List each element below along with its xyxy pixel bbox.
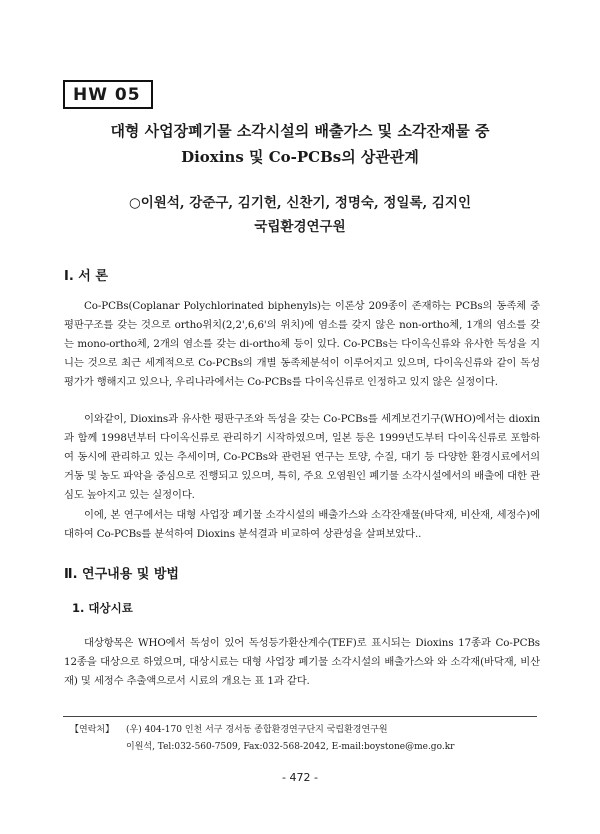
section-heading-methods: Ⅱ. 연구내용 및 방법 bbox=[64, 567, 179, 582]
session-code-badge: HW 05 bbox=[63, 80, 153, 109]
contact-spacer bbox=[70, 739, 126, 756]
subsection-heading-samples: 1. 대상시료 bbox=[72, 601, 133, 615]
intro-paragraph-2: 이와같이, Dioxins과 유사한 평판구조와 독성을 갖는 Co-PCBs를 세계보건기구(WHO)에서는 dioxin과 함께 1998년부터 다이옥신류로 관리하기 시작하였으며, 일본 등은 1999년도부터 다이옥신류로 포함하여 동시에 관리하고 있는 추세이며, Co-PCBs와 관련된 연구는 토양, 수질, 대기 등 다양한 환경시료에서의 거동 및 농도 파악을 중심으로 진행되고 있으며, 특히, 주요 오염원인 폐기물 소각시설에서의 배출에 대한 관심도 높아지고 있는 실정이다. bbox=[64, 413, 540, 501]
methods-paragraph: 대상항목은 WHO에서 독성이 있어 독성등가환산계수(TEF)로 표시되는 Dioxins 17종과 Co-PCBs 12종을 대상으로 하였으며, 대상시료는 대형 사업장 폐기물 소각시설의 배출가스와 와 소각재(바닥재, 비산재) 및 세정수 추출액으로서 시료의 개요는 표 1과 같다. bbox=[64, 637, 540, 687]
contact-label: 【연락처】 bbox=[70, 725, 115, 735]
affiliation: 국립환경연구원 bbox=[254, 219, 346, 235]
paper-title-line-2: Dioxins 및 Co-PCBs의 상관관계 bbox=[181, 148, 419, 166]
footnote-divider bbox=[63, 716, 537, 717]
intro-paragraph-1: Co-PCBs(Coplanar Polychlorinated biphenyls)는 이론상 209종이 존재하는 PCBs의 동족체 중 평판구조를 갖는 것으로 ortho위치(2,2',6,6'의 위치)에 염소를 갖지 않은 non-ortho체, 1개의 염소를 갖는 mono-ortho체, 2개의 염소를 갖는 di-ortho체 등이 있다. Co-PCBs는 다이옥신류와 유사한 독성을 지니는 것으로 최근 세계적으로 Co-PCBs의 개별 동족체분석이 이루어지고 있으며, 다이옥신류와 같이 독성평가가 행해지고 있으나, 우리나라에서는 Co-PCBs를 다이옥신류로 인정하고 있지 않은 실정이다. bbox=[64, 300, 540, 388]
intro-paragraph-3: 이에, 본 연구에서는 대형 사업장 폐기물 소각시설의 배출가스와 소각잔재물(바닥재, 비산재, 세정수)에 대하여 Co-PCBs를 분석하여 Dioxins 분석결과 비교하여 상관성을 살펴보았다.. bbox=[64, 509, 540, 540]
page-number: - 472 - bbox=[282, 771, 318, 784]
contact-address: (우) 404-170 인천 서구 경서동 종합환경연구단지 국립환경연구원 bbox=[126, 725, 388, 735]
section-heading-introduction: Ⅰ. 서 론 bbox=[64, 269, 108, 284]
contact-info bbox=[70, 722, 454, 756]
author-list: ○이원석, 강준구, 김기헌, 신찬기, 정명숙, 정일록, 김지인 bbox=[128, 195, 472, 211]
contact-details: 이원석, Tel:032-560-7509, Fax:032-568-2042, E-mail:boystone@me.go.kr bbox=[126, 742, 455, 752]
paper-title-line-1: 대형 사업장폐기물 소각시설의 배출가스 및 소각잔재물 중 bbox=[110, 122, 490, 140]
